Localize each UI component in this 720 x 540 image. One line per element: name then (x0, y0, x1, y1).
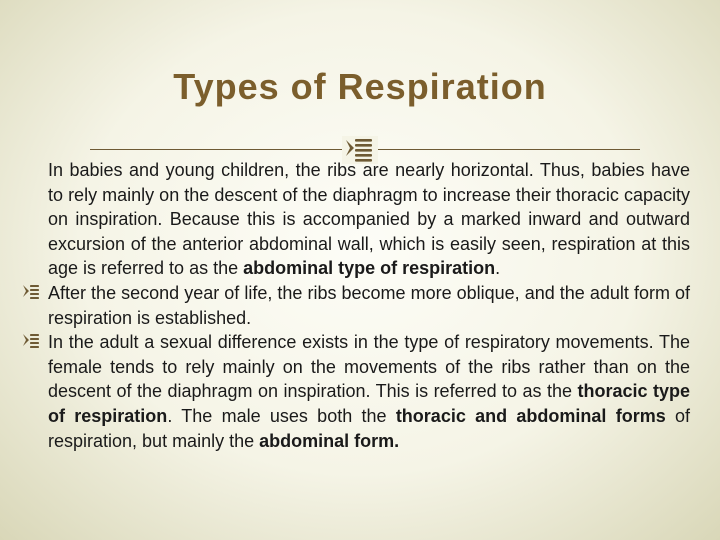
bold-term: abdominal type of respiration (243, 258, 496, 279)
paragraph-text: of respiration, but mainly the (48, 405, 691, 451)
paragraph-text: After the second year of life, the ribs become more oblique, and the adult form of respiration is established. (48, 282, 690, 328)
paragraph (22, 281, 690, 330)
slide-title: Types of Respiration (173, 66, 547, 107)
paragraph-text: . The male uses both the (167, 405, 396, 426)
paragraph-text: . (495, 258, 501, 279)
bold-term: abdominal form. (259, 430, 400, 451)
slide-body (22, 158, 690, 453)
title-divider-right (372, 149, 640, 150)
title-divider-left (90, 149, 350, 150)
ornament-bullet-icon (22, 332, 40, 350)
paragraph-text: In babies and young children, the ribs are nearly horizontal. Thus, babies have to rely mainly on the descent of the diaphragm to increase their thoracic capacity on inspiration. Because this is accompanied by a marked inward and outward excursion of the anterior abdominal wall, which is easily seen, respiration at this age is referred to as the (48, 160, 690, 279)
bold-term: thoracic and abdominal forms (395, 405, 666, 426)
paragraph (22, 330, 690, 453)
ornament-bullet-icon (22, 283, 40, 301)
paragraph-text: In the adult a sexual difference exists in the type of respiratory movements. The female tends to rely mainly on the movements of the ribs rather than on the descent of the diaphragm on inspiration. This is referred to as the (48, 332, 690, 402)
bold-term: thoracic type of respiration (48, 381, 690, 426)
paragraph (22, 158, 690, 281)
